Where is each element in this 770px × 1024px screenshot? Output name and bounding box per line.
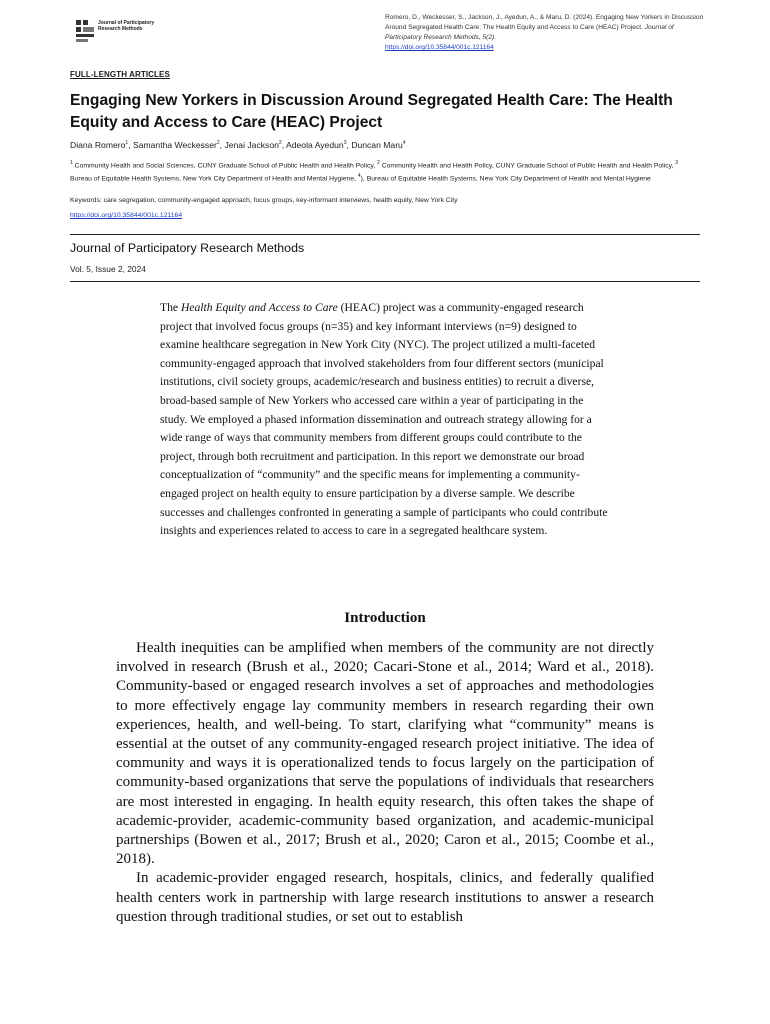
author-sup: 2 xyxy=(216,140,220,147)
author-name: Adeola Ayedun xyxy=(286,140,344,150)
author-name: Jenai Jackson xyxy=(224,140,279,150)
citation-journal: Journal of Participatory Research Methods, xyxy=(385,24,674,41)
journal-logo xyxy=(76,20,166,44)
abstract xyxy=(160,299,610,541)
author-sup: 3 xyxy=(343,140,347,147)
doi-link[interactable]: https://doi.org/10.35844/001c.121164 xyxy=(70,212,183,219)
affiliation-sup: 4 xyxy=(357,173,361,180)
introduction-body xyxy=(116,639,654,927)
citation-doi-link[interactable]: https://doi.org/10.35844/001c.121164 xyxy=(385,44,494,51)
affiliation-sup: 3 xyxy=(675,160,679,166)
article-title: Engaging New Yorkers in Discussion Around Segregated Health Care: The Health Equity and Access to Care (HEAC) Project xyxy=(70,92,673,131)
citation-issue: 5(2). xyxy=(482,34,497,41)
author-name: Samantha Weckesser xyxy=(132,140,217,150)
author-sup: 4 xyxy=(402,140,406,147)
abstract-lead: The xyxy=(160,301,179,314)
affiliation-sup: 2 xyxy=(377,160,380,166)
citation-text: Romero, D., Weckesser, S., Jackson, J., Ayedun, A., & Maru, D. (2024). Engaging New Yorkers in Discussion Around Segregated Health Care: The Health Equity and Access to Care (HEAC) Project. xyxy=(385,14,704,31)
author-name: Diana Romero xyxy=(70,140,126,150)
introduction-heading: Introduction xyxy=(344,610,426,626)
journal-logo-text: Journal of Participatory Research Methods xyxy=(98,20,155,32)
journal-name: Journal of Participatory Research Methods xyxy=(70,241,305,255)
keywords: Keywords: care segregation, community-engaged approach, focus groups, key-informant interviews, health equity, New York City xyxy=(70,197,458,204)
affiliation-text: Bureau of Equitable Health Systems, New York City Department of Health and Mental Hygiene, xyxy=(70,175,356,183)
divider xyxy=(70,234,700,235)
affiliation-text: Community Health and Health Policy, CUNY Graduate School of Public Health and Health Policy, xyxy=(381,162,674,170)
author-sup: 1 xyxy=(125,140,129,147)
journal-logo-mark-icon xyxy=(76,20,94,42)
volume-issue: Vol. 5, Issue 2, 2024 xyxy=(70,264,146,274)
affiliation-text: Community Health and Social Sciences, CUNY Graduate School of Public Health and Health Policy, xyxy=(74,162,376,170)
author-sup: 2 xyxy=(278,140,282,147)
affiliation-sup: 1 xyxy=(70,160,73,166)
abstract-text: (HEAC) project was a community-engaged research project that involved focus groups (n=35) and key informant interviews (n=9) designed to examine healthcare segregation in New York City (NYC). The project utilized a multi-faceted community-engaged approach that involved stakeholders from four different sectors (municipal institutions, civil society groups, academic/research and business entities) to recruit a diverse, broad-based sample of New Yorkers who accessed care within a year of participating in the study. We employed a phased information dissemination and outreach strategy allowing for a wide range of ways that community members from different groups could contribute to the project, through both recruitment and participation. In this report we demonstrate our broad conceptualization of “community” and the specific means for implementing a community-engaged project on health equity to ensure participation by a diverse sample. We describe successes and challenges confronted in generating a sample of participants who could contribute insights and experiences related to access to care in a segregated healthcare system. xyxy=(160,301,608,538)
abstract-project-name: Health Equity and Access to Care xyxy=(180,301,338,314)
divider xyxy=(70,281,700,282)
section-label: FULL-LENGTH ARTICLES xyxy=(70,70,170,79)
affiliations xyxy=(70,158,700,185)
author-name: Duncan Maru xyxy=(351,140,403,150)
body-paragraph: Health inequities can be amplified when members of the community are not directly involved in research (Brush et al., 2020; Cacari-Stone et al., 2014; Ward et al., 2018). Community-based or engaged research involves a set of approaches and methodologies to more effectively engage lay community members in research regarding their own experiences, health, and well-being. To start, clarifying what “community” means is essential at the outset of any community-engaged research project initiative. The idea of community and ways it is operationalized tends to focus largely on the participation of community-based organizations that serve the populations of individuals that researchers are most interested in engaging. In health equity research, this often takes the shape of academic-provider, academic-community based organization, and academic-municipal partnerships (Bowen et al., 2017; Brush et al., 2020; Caron et al., 2015; Coombe et al., 2018). xyxy=(116,640,654,868)
author-list: Diana Romero$^1$, Samantha Weckesser$^2$, Jenai Jackson$^2$, Adeola Ayedun$^3$, Duncan Maru$^4$ xyxy=(70,140,406,150)
citation-block xyxy=(385,13,705,53)
body-paragraph: In academic-provider engaged research, hospitals, clinics, and federally qualified health centers work in partnership with large research institutions to answer a research question through traditional studies, or set out to establish xyxy=(116,870,654,925)
affiliation-text: ), Bureau of Equitable Health Systems, New York City Department of Health and Mental Hygiene xyxy=(360,175,651,183)
